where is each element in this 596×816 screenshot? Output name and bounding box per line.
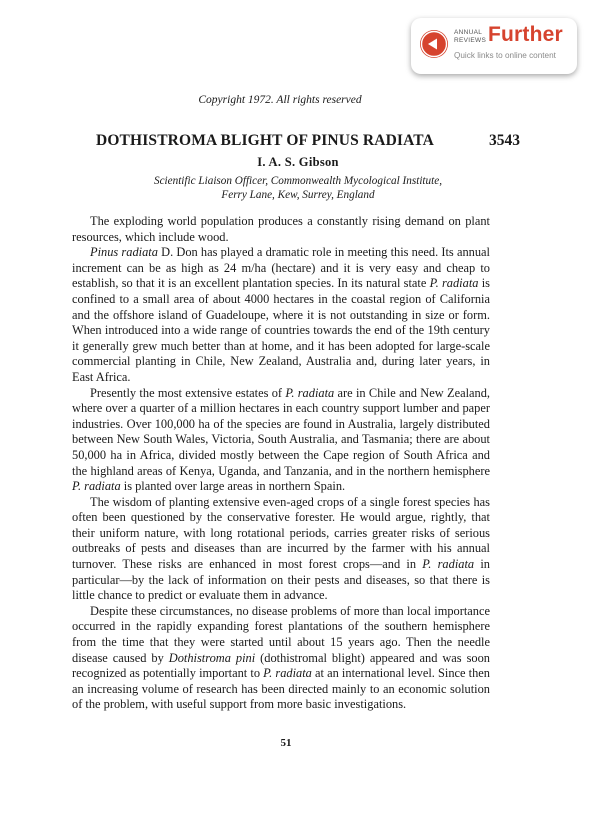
author-name: I. A. S. Gibson [257,155,339,169]
paragraph: Despite these circumstances, no disease problems of more than local importance occurred in the rapidly expanding forest plantations of the southern hemisphere from the time that they were started until about 15 years ago. Then the needle disease caused by Dothistroma pini (dothistromal blight) appeared and was soon recognized as potentially important to P. radiata at an international level. Since then an increasing volume of research has been directed mainly to an economic solution of the problem, with useful support from more basic investigations. [72,603,490,712]
paragraph: Pinus radiata D. Don has played a dramatic role in meeting this need. Its annual increment can be as high as 24 m/ha (hectare) and it is very easy and cheap to establish, so that it is an excellent plantation species. In its natural state P. radiata is confined to a small area of about 4000 hectares in the coastal region of California and the offshore island of Guadeloupe, where it is not outstanding in size or form. When introduced into a wide range of countries towards the end of the 19th century it generally grew much better than at home, and it has been adopted for large-scale commercial planting in Chile, New Zealand, Australia and, during later years, in East Africa. [72,245,490,384]
paragraph: The exploding world population produces a constantly rising demand on plant resources, which include wood. [72,214,490,244]
affiliation-line-1: Scientific Liaison Officer, Commonwealth Mycological Institute, [153,175,443,187]
page-number: 51 [280,737,292,749]
article-title: DOTHISTROMA BLIGHT OF PINUS RADIATA [96,132,434,149]
paragraph: Presently the most extensive estates of P. radiata are in Chile and New Zealand, where over a quarter of a million hectares in each country support lumber and paper industries. Over 100,000 ha of the species are found in Australia, largely distributed between New South Wales, Victoria, South Australia, and Tasmania; there are about 50,000 ha in Africa, divided mostly between the Cape region of South Africa and the highland areas of Kenya, Uganda, and Tanzania, and in the northern hemisphere P. radiata is planted over large areas in northern Spain. [72,385,490,494]
further-badge[interactable] [411,18,577,74]
annual-reviews-label: ANNUAL REVIEWS [454,29,487,44]
affiliation-line-2: Ferry Lane, Kew, Surrey, England [221,189,375,201]
article-body [72,214,490,713]
arrow-left-circle-icon [420,30,448,58]
article-number: 3543 [489,132,520,149]
further-label: Further [488,23,563,46]
copyright-notice: Copyright 1972. All rights reserved [198,94,362,106]
paragraph: The wisdom of planting extensive even-aged crops of a single forest species has often been questioned by the conservative forester. He would argue, rightly, that their uniform nature, with long rotational periods, carries greater risks of serious outbreaks of pests and diseases than are incurred by the farmer with his annual turnover. These risks are enhanced in most forest crops—and in P. radiata in particular—by the lack of information on their pests and diseases, so that there is little chance to predict or evaluate them in advance. [72,494,490,603]
quick-links-label: Quick links to online content [454,51,556,60]
